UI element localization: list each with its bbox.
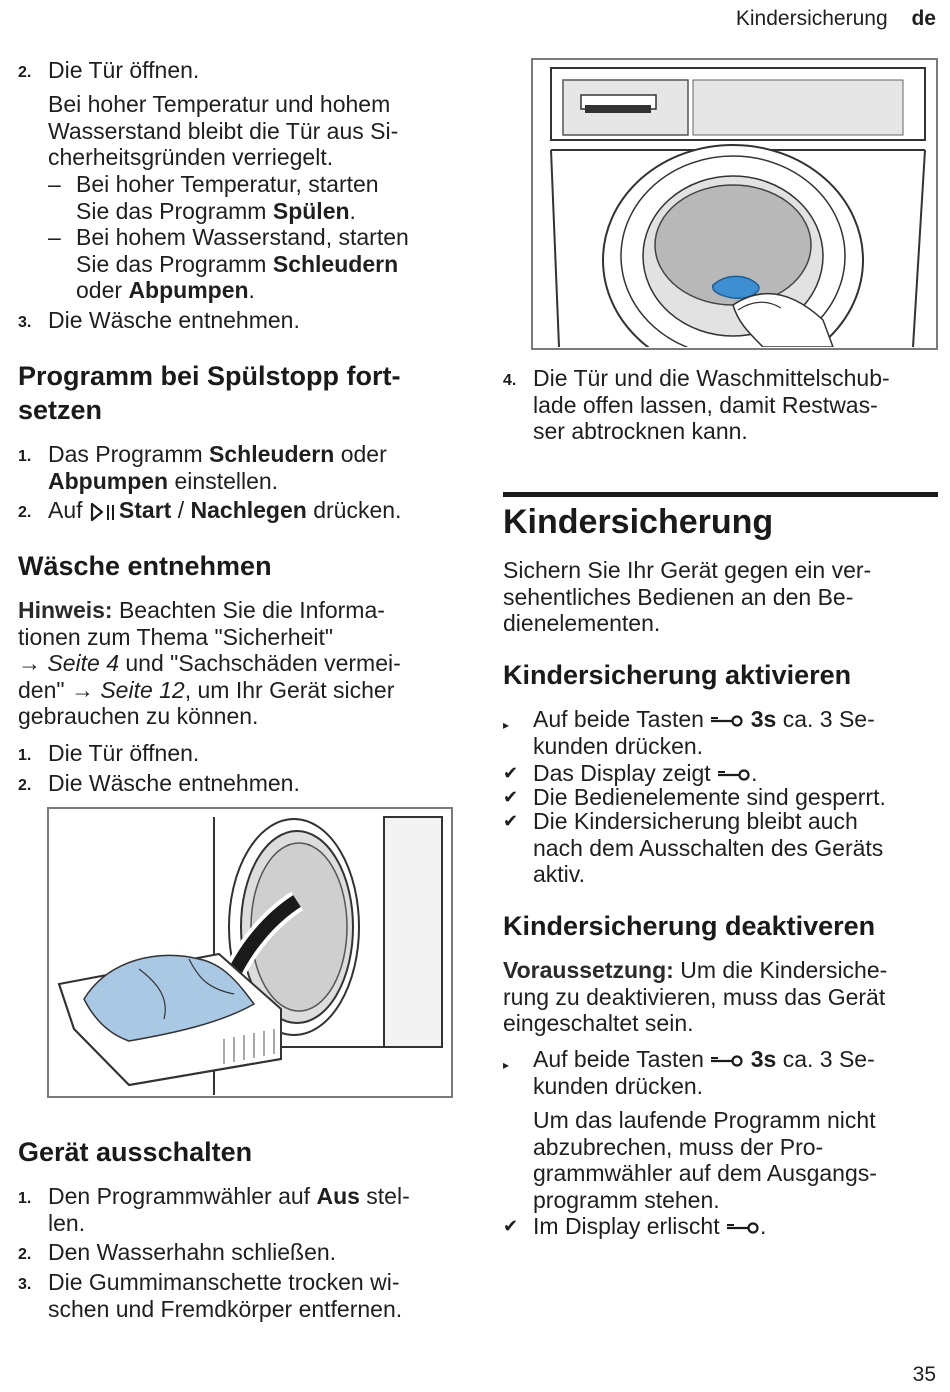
hint-line: Bei hoher Temperatur und hohem: [48, 91, 391, 117]
heading-aktivieren: Kindersicherung aktivieren: [503, 660, 852, 690]
intro-line: Sichern Sie Ihr Gerät gegen ein ver-: [503, 557, 872, 583]
heading-line: setzen: [18, 395, 103, 425]
ausschalten-step-3: [18, 1269, 458, 1322]
play-pause-icon: [89, 501, 119, 523]
txt: Das Programm: [48, 441, 210, 467]
program-abpumpen: Abpumpen: [128, 277, 249, 303]
step-text: [48, 1269, 458, 1322]
punct: .: [349, 197, 356, 224]
txt: Auf beide Tasten: [533, 706, 711, 732]
dash-marker: –: [48, 171, 61, 197]
key-lock-icon: [717, 768, 751, 782]
step-line: [48, 468, 458, 495]
illustration-washer-door: [531, 58, 938, 350]
program-schleudern: Schleudern: [209, 441, 335, 467]
result-line: aktiv.: [533, 861, 585, 887]
txt: Im Display erlischt: [533, 1213, 726, 1239]
step-line: [48, 1183, 458, 1210]
txt: und "Sachschäden vermei-: [119, 650, 401, 676]
result-text: [533, 1213, 938, 1240]
illustration-remove-laundry: [47, 807, 453, 1098]
checkmark-icon: ✔: [503, 787, 519, 807]
txt: Auf beide Tasten: [533, 1046, 711, 1072]
prereq-line: [503, 957, 943, 984]
step-number: 4.: [503, 372, 517, 389]
result-text: Die Bedienelemente sind gesperrt.: [533, 784, 886, 810]
key-3s: 3s: [750, 1046, 777, 1072]
txt: .: [751, 760, 758, 786]
page-ref-link[interactable]: Seite 12: [100, 676, 185, 703]
step-text: Die Tür öffnen.: [48, 740, 200, 766]
result-remains-active: [503, 808, 938, 888]
intro-paragraph: [503, 557, 938, 637]
washer-drawing: [533, 60, 935, 347]
action-line: kunden drücken.: [533, 1072, 704, 1099]
spuelstopp-step-2: [18, 497, 458, 527]
prerequisite: [503, 957, 943, 1037]
dash-line: Sie das Programm Spülen.: [76, 197, 356, 224]
ausschalten-step-2: [18, 1239, 458, 1269]
txt: Das Display zeigt: [533, 760, 718, 786]
note-label: Hinweis:: [18, 597, 113, 623]
running-header: [736, 6, 936, 33]
note-line: [18, 677, 458, 704]
ausschalten-step-1: [18, 1183, 458, 1236]
step-line: [48, 441, 458, 468]
dash-line: Bei hoher Temperatur, starten: [76, 171, 379, 197]
action-line: [533, 706, 938, 733]
result-line: Die Kindersicherung bleibt auch: [533, 808, 858, 834]
txt: , um Ihr Gerät sicher: [184, 676, 395, 703]
checkmark-icon: ✔: [503, 811, 519, 831]
dash-item-temperature: [48, 171, 458, 224]
step-number: 1.: [18, 1190, 32, 1207]
page-ref-link[interactable]: Seite 4: [47, 650, 119, 676]
heading-kindersicherung: Kindersicherung: [503, 503, 774, 541]
checkmark-icon: ✔: [503, 1216, 519, 1236]
key-lock-icon: [710, 1054, 744, 1068]
hint-paragraph: [48, 91, 448, 171]
waesche-step-1: [18, 740, 458, 770]
heading-waesche-entnehmen: Wäsche entnehmen: [18, 551, 272, 581]
txt: /: [171, 497, 191, 523]
waesche-step-2: [18, 770, 458, 800]
dash-line: oder Abpumpen.: [76, 277, 255, 303]
step-number: 2.: [18, 1246, 32, 1263]
dash-text: [76, 171, 458, 224]
step-number: 3.: [18, 1276, 32, 1293]
txt: Beachten Sie die Informa-: [112, 597, 385, 623]
page-number: 35: [912, 1363, 936, 1386]
heading-spuelstopp: [18, 359, 458, 427]
txt: Um die Kindersiche-: [673, 957, 888, 983]
result-display-shows: [503, 760, 938, 787]
note-line: tionen zum Thema "Sicherheit": [18, 623, 334, 650]
note-line: abzubrechen, muss der Pro-: [533, 1133, 824, 1160]
key-lock-icon: [710, 714, 744, 728]
note-line: [18, 650, 458, 677]
hint-line: Wasserstand bleibt die Tür aus Si-: [48, 117, 399, 144]
spacer: [533, 1099, 938, 1107]
header-section: Kindersicherung: [735, 7, 888, 30]
key-3s: 3s: [750, 706, 777, 732]
result-text: [533, 760, 938, 787]
txt: stel-: [359, 1183, 410, 1209]
action-text: [533, 706, 938, 759]
dash-item-water-level: [48, 224, 458, 304]
step-line: schen und Fremdkörper entfernen.: [48, 1295, 403, 1322]
step-line: len.: [48, 1209, 86, 1236]
txt: oder: [334, 441, 387, 467]
txt: Auf: [48, 497, 89, 523]
prereq-line: rung zu deaktivieren, muss das Gerät: [503, 983, 886, 1010]
note-line: [18, 597, 458, 624]
section-divider: [503, 492, 938, 497]
arrow-right-icon: →: [18, 650, 41, 676]
header-lang: de: [911, 7, 936, 30]
laundry-basket-drawing: [49, 809, 450, 1095]
step-line: ser abtrocknen kann.: [533, 418, 748, 444]
step-text: Die Tür öffnen.: [48, 57, 200, 83]
dash-marker: –: [48, 224, 61, 250]
step-line: Die Tür und die Waschmittelschub-: [533, 365, 890, 391]
txt: drücken.: [306, 497, 402, 523]
key-start: Start: [118, 497, 172, 523]
dash-text: [76, 224, 458, 304]
punct: .: [248, 277, 255, 303]
checkmark-icon: ✔: [503, 763, 519, 783]
result-line: nach dem Ausschalten des Geräts: [533, 834, 884, 861]
triangle-right-icon: ▸: [503, 718, 510, 732]
step-2-open-door: [18, 57, 448, 87]
note-line: gebrauchen zu können.: [18, 703, 259, 729]
action-text: [533, 1046, 938, 1213]
txt: .: [759, 1213, 767, 1239]
program-abpumpen: Abpumpen: [48, 467, 169, 494]
step-text: Die Wäsche entnehmen.: [48, 770, 300, 796]
heading-line: Programm bei Spülstopp fort-: [18, 361, 401, 391]
intro-line: dienelementen.: [503, 610, 661, 636]
step-text: Den Wasserhahn schließen.: [48, 1239, 337, 1265]
step-number: 1.: [18, 747, 32, 764]
program-schleudern: Schleudern: [272, 250, 399, 277]
spuelstopp-step-1: [18, 441, 458, 494]
dash-line: Sie das Programm Schleudern: [76, 250, 399, 277]
step-number: 1.: [18, 448, 32, 465]
action-deaktivieren: [503, 1046, 938, 1213]
txt: ca. 3 Se-: [776, 1046, 875, 1072]
program-spuelen: Spülen: [272, 197, 350, 224]
prereq-line: eingeschaltet sein.: [503, 1010, 694, 1036]
action-line: [533, 1046, 938, 1073]
key-lock-icon: [726, 1221, 760, 1235]
step-number: 2.: [18, 777, 32, 794]
setting-aus: Aus: [316, 1183, 360, 1209]
hint-line: cherheitsgründen verriegelt.: [48, 144, 334, 170]
result-display-clears: [503, 1213, 938, 1240]
step-line: Die Gummimanschette trocken wi-: [48, 1269, 400, 1295]
step-text: [48, 441, 458, 494]
step-number: 2.: [18, 504, 32, 521]
action-line: kunden drücken.: [533, 732, 704, 759]
note-hinweis: [18, 597, 458, 730]
heading-deaktiveren: Kindersicherung deaktiveren: [503, 911, 876, 941]
step-number: 2.: [18, 64, 32, 81]
triangle-right-icon: ▸: [503, 1058, 510, 1072]
intro-line: sehentliches Bedienen an den Be-: [503, 583, 854, 610]
prereq-label: Voraussetzung:: [503, 957, 674, 983]
note-line: programm stehen.: [533, 1186, 720, 1213]
heading-geraet-ausschalten: Gerät ausschalten: [18, 1137, 253, 1167]
arrow-right-icon: →: [70, 676, 94, 703]
txt: den": [18, 676, 71, 703]
step-text: [48, 497, 458, 527]
note-line: grammwähler auf dem Ausgangs-: [533, 1160, 877, 1186]
key-nachlegen: Nachlegen: [190, 497, 307, 523]
txt: Den Programmwähler auf: [48, 1183, 317, 1209]
step-text: [533, 365, 938, 445]
txt: einstellen.: [168, 467, 279, 494]
step-text: Die Wäsche entnehmen.: [48, 307, 300, 333]
action-aktivieren: [503, 706, 938, 759]
step-number: 3.: [18, 314, 32, 331]
note-line: Um das laufende Programm nicht: [533, 1107, 876, 1133]
step-3-remove-laundry: [18, 307, 448, 337]
result-text: [533, 808, 938, 888]
dash-line: Bei hohem Wasserstand, starten: [76, 224, 409, 250]
step-line: lade offen lassen, damit Restwas-: [533, 391, 878, 418]
result-controls-locked: [503, 784, 938, 811]
step-4-leave-open: [503, 365, 938, 445]
txt: ca. 3 Se-: [776, 706, 875, 732]
step-text: [48, 1183, 458, 1236]
